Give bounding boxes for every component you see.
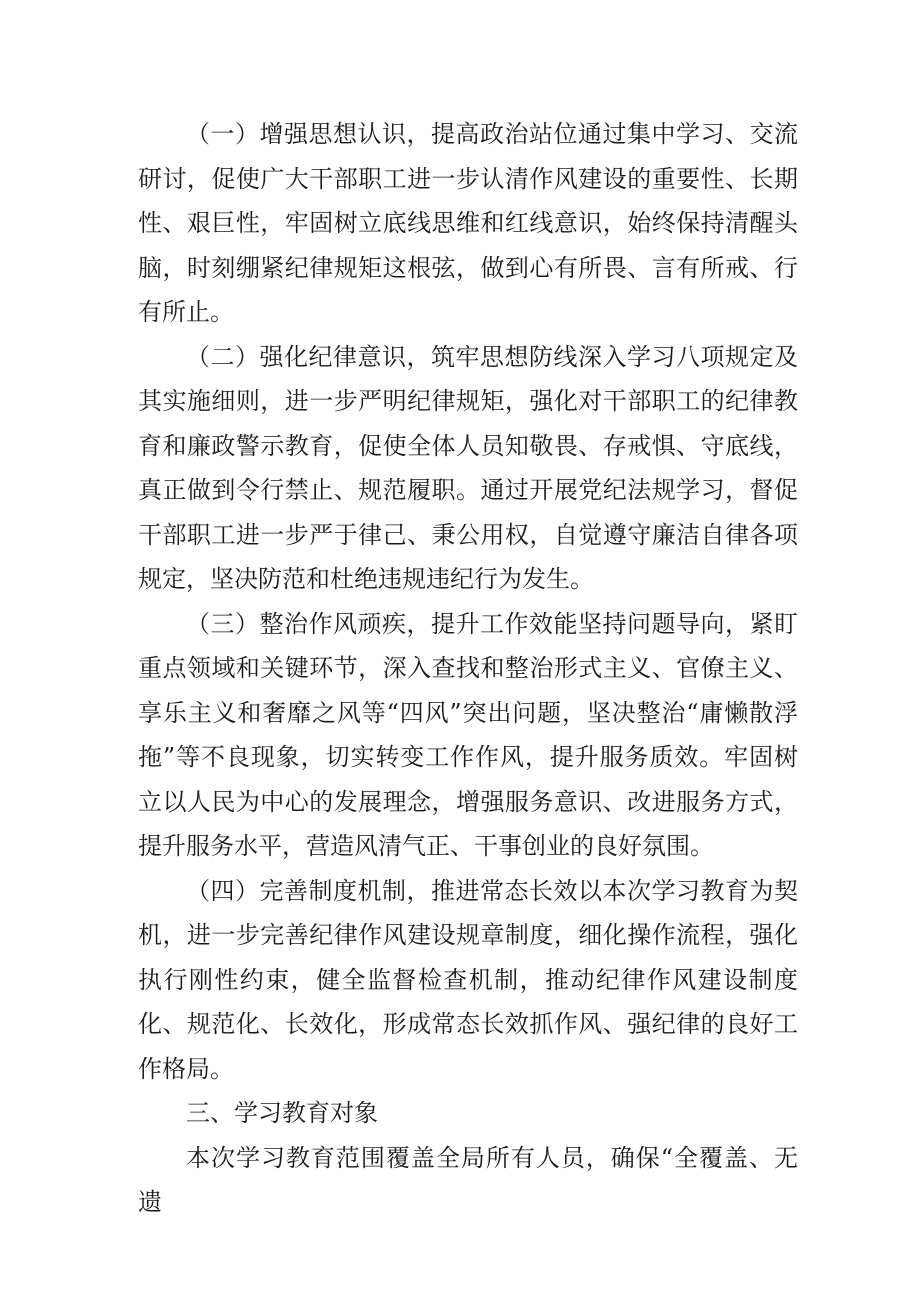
paragraph-5: 本次学习教育范围覆盖全局所有人员，确保“全覆盖、无遗 <box>138 1143 798 1216</box>
document-body <box>138 112 798 1225</box>
paragraph-4: （四）完善制度机制，推进常态长效以本次学习教育为契机，进一步完善纪律作风建设规章制度，细化操作流程，强化执行刚性约束，健全监督检查机制，推动纪律作风建设制度化、规范化、长效化，形成常态长效抓作风、强纪律的良好工作格局。 <box>138 876 798 1083</box>
section-heading: 三、学习教育对象 <box>186 1099 378 1127</box>
paragraph-2: （二）强化纪律意识，筑牢思想防线深入学习八项规定及其实施细则，进一步严明纪律规矩，强化对干部职工的纪律教育和廉政警示教育，促使全体人员知敬畏、存戒惧、守底线，真正做到令行禁止、规范履职。通过开展党纪法规学习，督促干部职工进一步严于律己、秉公用权，自觉遵守廉洁自律各项规定，坚决防范和杜绝违规违纪行为发生。 <box>138 342 798 593</box>
paragraph-3: （三）整治作风顽疾，提升工作效能坚持问题导向，紧盯重点领域和关键环节，深入查找和整治形式主义、官僚主义、享乐主义和奢靡之风等“四风”突出问题，坚决整治“庸懒散浮拖”等不良现象，切实转变工作作风，提升服务质效。牢固树立以人民为中心的发展理念，增强服务意识、改进服务方式，提升服务水平，营造风清气正、干事创业的良好氛围。 <box>138 609 798 860</box>
paragraph-1: （一）增强思想认识，提高政治站位通过集中学习、交流研讨，促使广大干部职工进一步认清作风建设的重要性、长期性、艰巨性，牢固树立底线思维和红线意识，始终保持清醒头脑，时刻绷紧纪律规矩这根弦，做到心有所畏、言有所戒、行有所止。 <box>138 120 798 326</box>
